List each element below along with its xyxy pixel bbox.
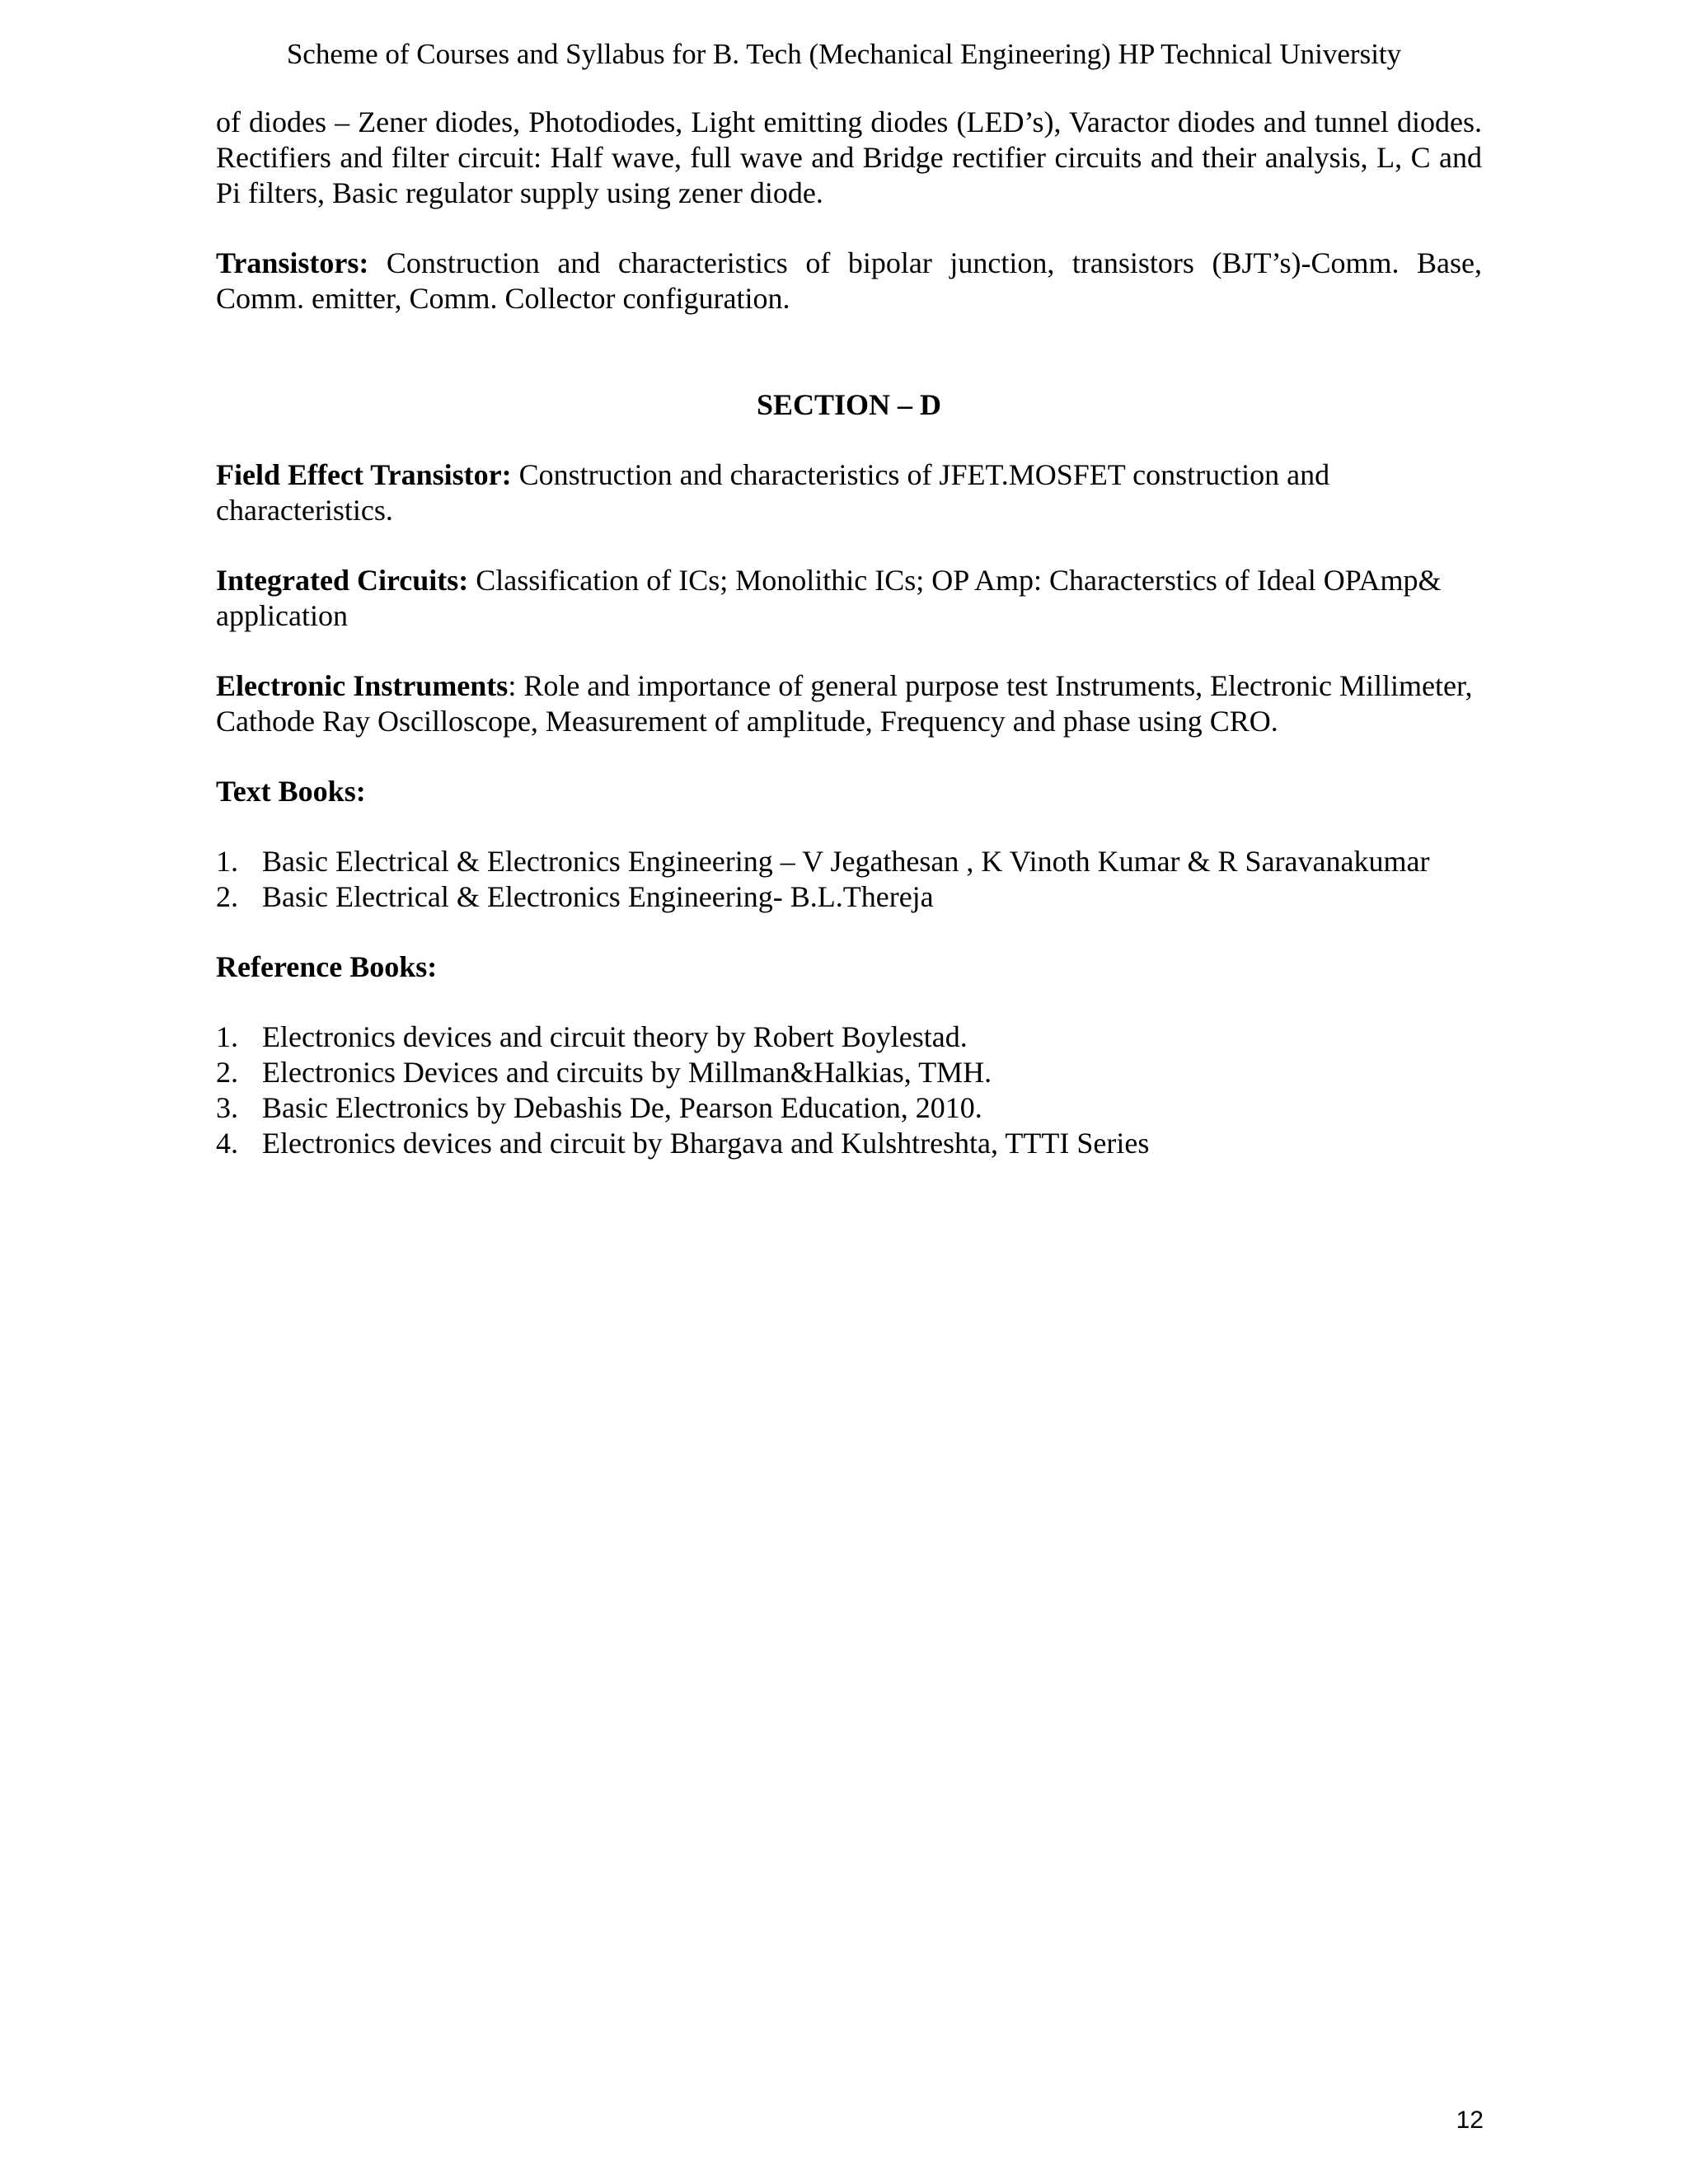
list-item-text: Electronics Devices and circuits by Millman&Halkias, TMH. — [262, 1056, 992, 1089]
list-item-number: 1. — [216, 1020, 238, 1053]
list-item-number: 2. — [216, 880, 238, 913]
list-item-text: Electronics devices and circuit theory by Robert Boylestad. — [262, 1020, 968, 1053]
list-item-text: Electronics devices and circuit by Bhargava and Kulshtreshta, TTTI Series — [262, 1127, 1150, 1160]
reference-books-list — [216, 1019, 1482, 1161]
fet-text: Construction and characteristics of JFET.MOSFET construction and characteristics. — [216, 458, 1330, 527]
list-item — [216, 1126, 1482, 1161]
page-number: 12 — [1456, 2107, 1484, 2134]
transistors-text: Construction and characteristics of bipolar junction, transistors (BJT’s)-Comm. Base, Comm. emitter, Comm. Collector configuration. — [216, 246, 1482, 315]
list-item-text: Basic Electrical & Electronics Engineering – V Jegathesan , K Vinoth Kumar & R Saravanakumar — [262, 845, 1430, 878]
fet-paragraph — [216, 457, 1482, 528]
ic-paragraph — [216, 563, 1482, 634]
page-content — [216, 105, 1482, 1196]
list-item-number: 4. — [216, 1127, 238, 1160]
ic-term: Integrated Circuits: — [216, 564, 469, 597]
text-books-heading: Text Books: — [216, 775, 366, 808]
list-item — [216, 1019, 1482, 1055]
list-item — [216, 1090, 1482, 1126]
fet-term: Field Effect Transistor: — [216, 458, 512, 491]
ic-text: Classification of ICs; Monolithic ICs; OP Amp: Characterstics of Ideal OPAmp& application — [216, 564, 1442, 632]
instruments-term: Electronic Instruments — [216, 669, 509, 702]
transistors-term: Transistors: — [216, 246, 369, 279]
list-item-text: Basic Electrical & Electronics Engineering- B.L.Thereja — [262, 880, 934, 913]
list-item-number: 1. — [216, 845, 238, 878]
instruments-text: : Role and importance of general purpose test Instruments, Electronic Millimeter, Cathode Ray Oscilloscope, Measurement of amplitude, Frequency and phase using CRO. — [216, 669, 1473, 738]
instruments-paragraph — [216, 668, 1482, 739]
section-d-heading: SECTION – D — [756, 388, 942, 421]
list-item — [216, 879, 1482, 915]
reference-books-heading: Reference Books: — [216, 950, 438, 983]
diodes-paragraph: of diodes – Zener diodes, Photodiodes, Light emitting diodes (LED’s), Varactor diodes and tunnel diodes. Rectifiers and filter circuit: Half wave, full wave and Bridge rectifier circuits and their analysis, L, C and Pi filters, Basic regulator supply using zener diode. — [216, 105, 1482, 209]
list-item-number: 2. — [216, 1056, 238, 1089]
list-item-number: 3. — [216, 1091, 238, 1124]
list-item-text: Basic Electronics by Debashis De, Pearson Education, 2010. — [262, 1091, 982, 1124]
list-item — [216, 844, 1482, 879]
page-header: Scheme of Courses and Syllabus for B. Tech (Mechanical Engineering) HP Technical University — [286, 38, 1402, 70]
transistors-paragraph — [216, 246, 1482, 316]
list-item — [216, 1055, 1482, 1090]
text-books-list — [216, 844, 1482, 915]
